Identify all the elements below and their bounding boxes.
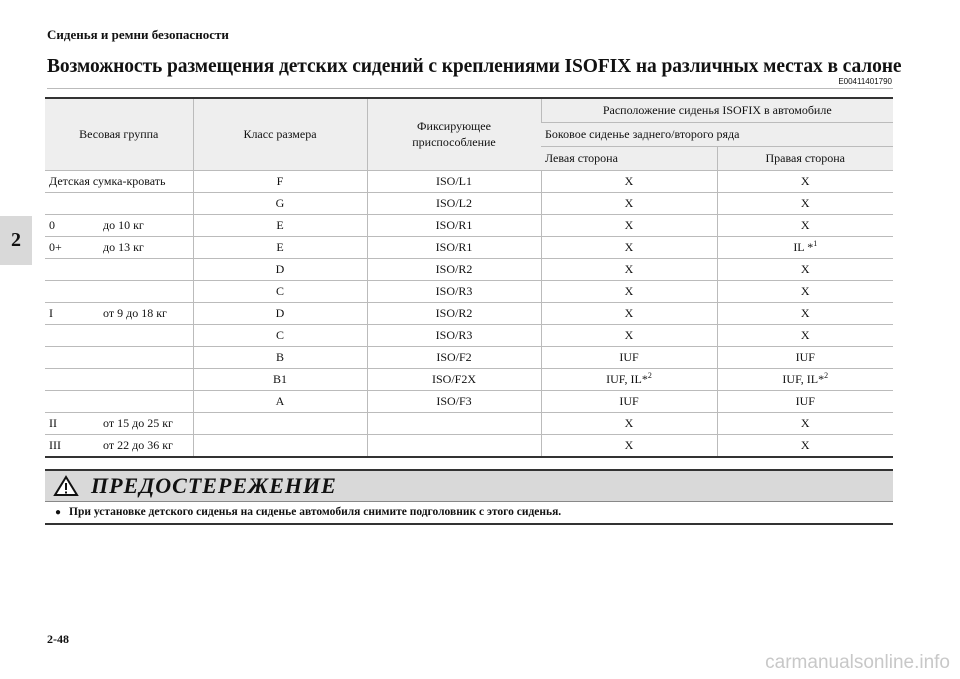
weight-group-cell — [45, 391, 193, 413]
right-side-value: X — [800, 415, 810, 430]
right-side-cell — [717, 325, 893, 347]
size-class-cell — [193, 435, 367, 458]
footnote-marker: 1 — [813, 238, 818, 248]
left-side-value: X — [624, 173, 634, 188]
fixture-cell: ISO/F2X — [367, 369, 541, 391]
weight-group: 0 — [49, 217, 55, 232]
fixture-cell: ISO/L2 — [367, 193, 541, 215]
weight-group-cell — [45, 435, 193, 458]
right-side-cell — [717, 435, 893, 458]
table-row — [45, 259, 893, 281]
size-class-cell: A — [193, 391, 367, 413]
right-side-cell — [717, 281, 893, 303]
weight-group-cell — [45, 215, 193, 237]
right-side-cell — [717, 303, 893, 325]
weight-group: Детская сумка-кровать — [49, 173, 166, 188]
left-side-cell — [541, 369, 717, 391]
left-side-value: X — [624, 239, 634, 254]
weight-group-cell — [45, 237, 193, 259]
watermark: carmanualsonline.info — [765, 652, 950, 673]
header-fixture: Фиксирующее приспособление — [367, 98, 541, 171]
table-row — [45, 391, 893, 413]
right-side-value: IUF, IL* — [782, 371, 825, 386]
left-side-cell — [541, 237, 717, 259]
running-header: Сиденья и ремни безопасности — [47, 27, 229, 42]
right-side-value: X — [800, 173, 810, 188]
right-side-value: X — [800, 305, 810, 320]
header-weight-group: Весовая группа — [45, 98, 193, 171]
right-side-value: X — [800, 261, 810, 276]
weight-group-cell — [45, 259, 193, 281]
right-side-cell — [717, 259, 893, 281]
weight-group-cell — [45, 347, 193, 369]
fixture-cell — [367, 435, 541, 458]
footnote-marker: 2 — [647, 370, 652, 380]
left-side-value: X — [624, 437, 634, 452]
size-class-cell: D — [193, 259, 367, 281]
table-row — [45, 281, 893, 303]
left-side-value: X — [624, 283, 634, 298]
right-side-cell — [717, 391, 893, 413]
left-side-value: IUF — [619, 393, 639, 408]
weight-group-cell — [45, 303, 193, 325]
fixture-cell: ISO/R3 — [367, 325, 541, 347]
left-side-value: IUF — [619, 349, 639, 364]
warning-text: При установке детского сиденья на сиденье автомобиля снимите подголовник с этого сиденья. — [69, 506, 562, 518]
weight-group-cell — [45, 193, 193, 215]
left-side-value: X — [624, 327, 634, 342]
size-class-cell: G — [193, 193, 367, 215]
fixture-cell: ISO/R1 — [367, 215, 541, 237]
header-size-class: Класс размера — [193, 98, 367, 171]
weight-group-cell — [45, 281, 193, 303]
weight-group: I — [49, 305, 53, 320]
size-class-cell — [193, 413, 367, 435]
left-side-cell — [541, 391, 717, 413]
right-side-value: X — [800, 327, 810, 342]
left-side-cell — [541, 281, 717, 303]
left-side-cell — [541, 259, 717, 281]
table-row — [45, 435, 893, 458]
size-class-cell: B1 — [193, 369, 367, 391]
table-header-row — [45, 98, 893, 123]
table-row — [45, 171, 893, 193]
left-side-cell — [541, 171, 717, 193]
size-class-cell: C — [193, 325, 367, 347]
table-row — [45, 325, 893, 347]
isofix-table — [45, 97, 893, 458]
size-class-cell: B — [193, 347, 367, 369]
right-side-cell — [717, 193, 893, 215]
weight-group-cell — [45, 325, 193, 347]
fixture-cell — [367, 413, 541, 435]
left-side-cell — [541, 193, 717, 215]
right-side-value: X — [800, 217, 810, 232]
fixture-cell: ISO/F3 — [367, 391, 541, 413]
table-row — [45, 215, 893, 237]
left-side-cell — [541, 413, 717, 435]
left-side-value: X — [624, 261, 634, 276]
page-number: 2-48 — [47, 632, 69, 646]
weight-range: от 15 до 25 кг — [103, 415, 173, 430]
header-isofix-location: Расположение сиденья ISOFIX в автомобиле — [541, 98, 893, 123]
fixture-cell: ISO/R1 — [367, 237, 541, 259]
fixture-cell: ISO/R3 — [367, 281, 541, 303]
weight-range: до 10 кг — [103, 217, 144, 232]
weight-group-cell — [45, 171, 193, 193]
fixture-cell: ISO/R2 — [367, 303, 541, 325]
weight-range: до 13 кг — [103, 239, 144, 254]
warning-item — [45, 501, 893, 523]
weight-range: от 22 до 36 кг — [103, 437, 173, 452]
document-code: E00411401790 — [838, 77, 892, 86]
size-class-cell: C — [193, 281, 367, 303]
right-side-value: IUF — [795, 349, 815, 364]
size-class-cell: F — [193, 171, 367, 193]
fixture-cell: ISO/R2 — [367, 259, 541, 281]
right-side-value: X — [800, 283, 810, 298]
weight-group-cell — [45, 413, 193, 435]
weight-group: 0+ — [49, 239, 62, 254]
left-side-cell — [541, 325, 717, 347]
footnote-marker: 2 — [824, 370, 829, 380]
title-divider — [47, 88, 893, 89]
size-class-cell: E — [193, 237, 367, 259]
header-right-side: Правая сторона — [717, 147, 893, 171]
left-side-cell — [541, 347, 717, 369]
weight-range: от 9 до 18 кг — [103, 305, 167, 320]
weight-group: III — [49, 437, 61, 452]
section-tab-number: 2 — [11, 229, 21, 251]
size-class-cell: E — [193, 215, 367, 237]
left-side-value: X — [624, 305, 634, 320]
fixture-cell: ISO/L1 — [367, 171, 541, 193]
right-side-cell — [717, 369, 893, 391]
right-side-cell — [717, 347, 893, 369]
table-row — [45, 347, 893, 369]
warning-header — [45, 471, 893, 501]
header-left-side: Левая сторона — [541, 147, 717, 171]
right-side-cell — [717, 237, 893, 259]
left-side-cell — [541, 215, 717, 237]
table-row — [45, 237, 893, 259]
page-title: Возможность размещения детских сидений с креплениями ISOFIX на различных местах в салоне — [47, 56, 902, 77]
table-row — [45, 303, 893, 325]
section-tab[interactable] — [0, 216, 32, 265]
right-side-value: X — [800, 437, 810, 452]
fixture-cell: ISO/F2 — [367, 347, 541, 369]
weight-group-cell — [45, 369, 193, 391]
weight-group: II — [49, 415, 57, 430]
warning-title: ПРЕДОСТЕРЕЖЕНИЕ — [91, 473, 337, 498]
right-side-cell — [717, 413, 893, 435]
right-side-cell — [717, 215, 893, 237]
bullet-icon: ● — [55, 506, 62, 518]
left-side-cell — [541, 303, 717, 325]
left-side-value: X — [624, 217, 634, 232]
size-class-cell: D — [193, 303, 367, 325]
right-side-cell — [717, 171, 893, 193]
header-seat-row: Боковое сиденье заднего/второго ряда — [541, 123, 893, 147]
left-side-cell — [541, 435, 717, 458]
right-side-value: IUF — [795, 393, 815, 408]
warning-triangle-icon — [53, 475, 79, 497]
table-row — [45, 193, 893, 215]
right-side-value: X — [800, 195, 810, 210]
right-side-value: IL * — [793, 239, 814, 254]
table-row — [45, 413, 893, 435]
left-side-value: X — [624, 415, 634, 430]
left-side-value: IUF, IL* — [606, 371, 648, 386]
table-row — [45, 369, 893, 391]
left-side-value: X — [624, 195, 634, 210]
warning-box — [45, 469, 893, 525]
